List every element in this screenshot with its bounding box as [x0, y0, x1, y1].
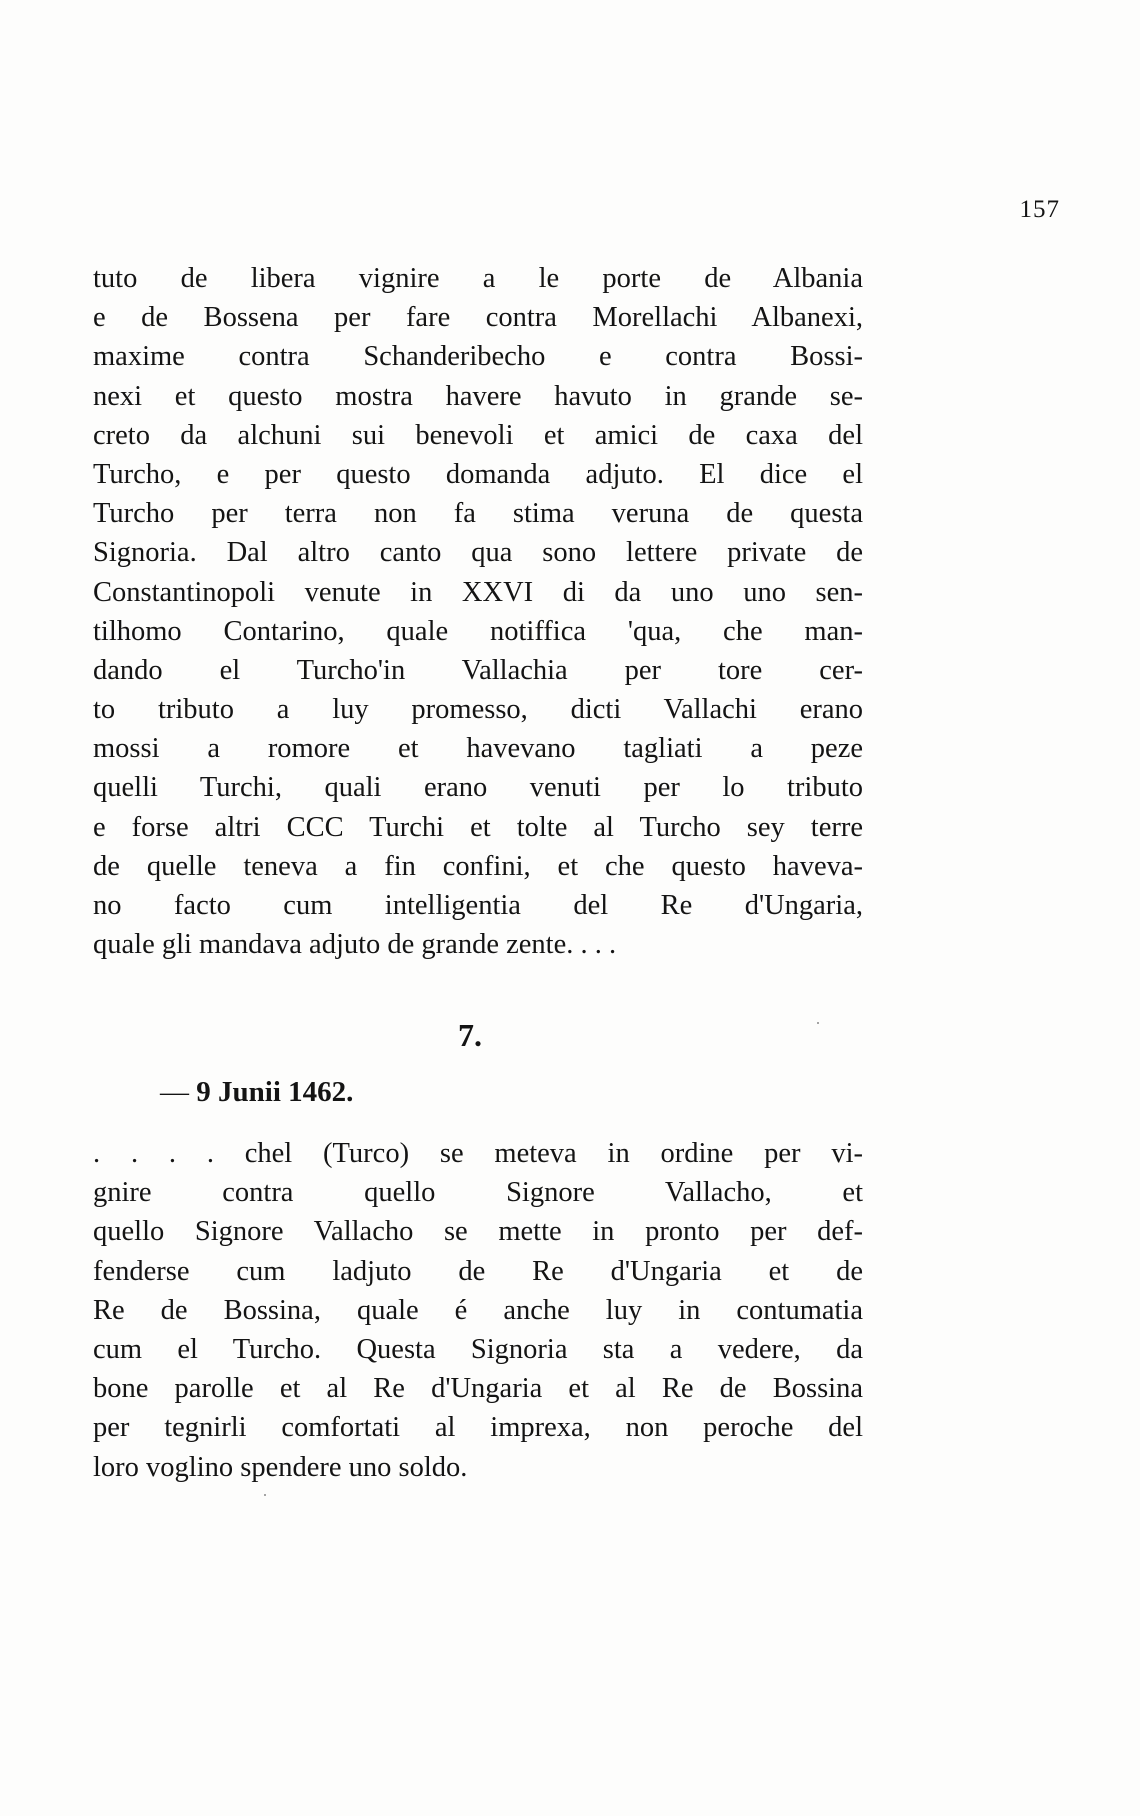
passage-1-line: e forse altri CCC Turchi et tolte al Turcho sey terre: [93, 811, 863, 843]
passage-1-line: no facto cum intelligentia del Re d'Ungaria,: [93, 890, 863, 921]
passage-1-line: quale gli mandava adjuto de grande zente. . . .: [93, 929, 617, 961]
passage-1-line: quelli Turchi, quali erano venuti per lo tributo: [93, 772, 863, 804]
passage-1-line: maxime contra Schanderibecho e contra Bossi-: [93, 341, 863, 373]
passage-1: [93, 259, 863, 964]
passage-2-line: per tegnirli comfortati al imprexa, non peroche del: [93, 1412, 863, 1444]
passage-1-line: nexi et questo mostra havere havuto in grande se-: [93, 380, 863, 412]
page-number: 157: [1019, 196, 1060, 223]
section-number: 7.: [458, 1017, 482, 1053]
passage-2-line: loro voglino spendere uno soldo.: [93, 1451, 468, 1483]
passage-2-line: Re de Bossina, quale é anche luy in contumatia: [93, 1294, 863, 1326]
passage-1-line: to tributo a luy promesso, dicti Vallachi erano: [93, 694, 863, 726]
passage-1-line: e de Bossena per fare contra Morellachi Albanexi,: [93, 302, 863, 334]
passage-1-line: de quelle teneva a fin confini, et che questo haveva-: [93, 850, 863, 882]
passage-2-line: gnire contra quello Signore Vallacho, et: [93, 1177, 863, 1209]
passage-1-line: Turcho, e per questo domanda adjuto. El dice el: [93, 458, 863, 490]
passage-2-line: . . . . chel (Turco) se meteva in ordine per vi-: [93, 1138, 863, 1169]
passage-1-line: Signoria. Dal altro canto qua sono lettere private de: [93, 537, 863, 569]
print-speck: [264, 1494, 266, 1496]
passage-1-line: Turcho per terra non fa stima veruna de questa: [93, 498, 863, 530]
passage-2-line: bone parolle et al Re d'Ungaria et al Re de Bossina: [93, 1373, 863, 1405]
passage-2-line: cum el Turcho. Questa Signoria sta a vedere, da: [93, 1333, 863, 1365]
section-date-heading: [160, 1072, 353, 1112]
section-date: 9 Junii 1462.: [196, 1076, 354, 1108]
passage-1-line: tilhomo Contarino, quale notiffica 'qua, che man-: [93, 615, 863, 647]
passage-2: [93, 1134, 863, 1487]
passage-2-line: quello Signore Vallacho se mette in pronto per def-: [93, 1216, 863, 1248]
print-speck: [817, 1022, 819, 1024]
passage-1-line: mossi a romore et havevano tagliati a peze: [93, 733, 863, 765]
date-dash: —: [160, 1076, 189, 1108]
passage-1-line: creto da alchuni sui benevoli et amici de caxa del: [93, 419, 863, 451]
passage-1-line: Constantinopoli venute in XXVI di da uno uno sen-: [93, 576, 863, 608]
passage-2-line: fenderse cum ladjuto de Re d'Ungaria et de: [93, 1255, 863, 1287]
passage-1-line: dando el Turcho'in Vallachia per tore cer-: [93, 654, 863, 686]
passage-1-line: tuto de libera vignire a le porte de Albania: [93, 263, 863, 294]
